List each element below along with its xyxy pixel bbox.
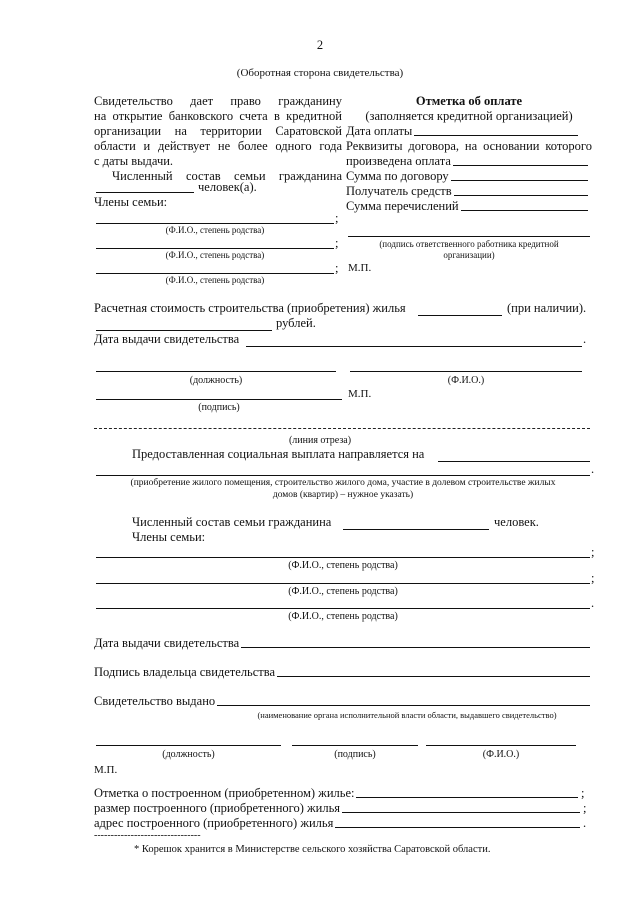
housing-address-label: адрес построенного (приобретенного) жилья: [94, 816, 334, 830]
fio-caption: (Ф.И.О.): [447, 375, 485, 386]
recipient-row: [346, 184, 590, 199]
payment-date-label: Дата оплаты: [346, 124, 413, 138]
stub-position-caption: (должность): [162, 749, 215, 760]
contract-sum-field[interactable]: [451, 180, 588, 181]
issued-by-label: Свидетельство выдано: [94, 694, 216, 708]
contract-sum-row: [346, 169, 590, 184]
stub-persons-suffix: человек.: [494, 515, 539, 529]
owner-signature-label: Подпись владельца свидетельства: [94, 665, 276, 679]
stub-members-label: Члены семьи:: [132, 530, 206, 544]
fio-field[interactable]: [350, 371, 582, 372]
payment-subtitle: (заполняется кредитной организацией): [365, 109, 573, 123]
stub-family-count-field[interactable]: [343, 529, 489, 530]
stub-member-field[interactable]: [96, 583, 590, 584]
terms-line: Свидетельство дает право гражданину: [94, 94, 342, 108]
requisites-field[interactable]: [453, 165, 588, 166]
semicolon: ;: [581, 786, 585, 800]
issue-date-label: Дата выдачи свидетельства: [94, 332, 240, 346]
stub-signature-caption: (подпись): [334, 749, 376, 760]
period: .: [591, 596, 595, 610]
payment-date-field[interactable]: [414, 135, 578, 136]
terms-line: с даты выдачи.: [94, 154, 174, 168]
bank-signature-caption: организации): [443, 250, 495, 260]
member-field[interactable]: [96, 273, 334, 274]
payment-direction-label: Предоставленная социальная выплата направляется на: [132, 447, 425, 461]
footnote: * Корешок хранится в Министерстве сельского хозяйства Саратовской области.: [134, 844, 491, 855]
terms-line: области и действует не более одного года: [94, 139, 342, 153]
fio-caption: (Ф.И.О., степень родства): [165, 250, 265, 260]
cut-line-caption: (линия отреза): [288, 435, 352, 446]
cost-rubles-field[interactable]: [96, 330, 272, 331]
payment-direction-field-2[interactable]: [96, 475, 590, 476]
stub-stamp-label: М.П.: [94, 764, 118, 776]
signature-caption: (подпись): [198, 402, 240, 413]
housing-address-field[interactable]: [335, 827, 580, 828]
housing-size-label: размер построенного (приобретенного) жилья: [94, 801, 341, 815]
issued-by-caption: (наименование органа исполнительной власти области, выдавшего свидетельство): [257, 710, 557, 720]
period: .: [583, 332, 587, 346]
housing-address-row: [94, 816, 582, 831]
contract-sum-label: Сумма по договору: [346, 169, 449, 183]
stub-fio-caption: (Ф.И.О., степень родства): [288, 611, 398, 622]
stub-issue-date-field[interactable]: [241, 647, 590, 648]
stub-issue-date-row: [94, 636, 592, 651]
stub-fio-field[interactable]: [426, 745, 576, 746]
recipient-label: Получатель средств: [346, 184, 452, 198]
page-subtitle: (Оборотная сторона свидетельства): [236, 67, 404, 79]
stub-fio-caption: (Ф.И.О., степень родства): [288, 560, 398, 571]
period: .: [591, 462, 595, 476]
stub-family-count-label: Численный состав семьи гражданина: [132, 515, 332, 529]
issued-by-row: [94, 694, 592, 709]
housing-mark-label: Отметка о построенном (приобретенном) жилье:: [94, 786, 355, 800]
page-number: 2: [316, 38, 324, 52]
semicolon: ;: [335, 261, 339, 275]
owner-signature-row: [94, 665, 592, 680]
direction-caption: (приобретение жилого помещения, строительство жилого дома, участие в долевом строительстве жилых: [130, 478, 556, 488]
semicolon: ;: [335, 236, 339, 250]
cost-suffix: (при наличии).: [507, 301, 587, 315]
housing-size-field[interactable]: [342, 812, 580, 813]
bank-signature-field[interactable]: [348, 236, 590, 237]
payment-title: Отметка об оплате: [415, 94, 523, 108]
period: .: [583, 816, 587, 830]
bank-signature-caption: (подпись ответственного работника кредитной: [379, 239, 559, 249]
requisites-row: [346, 154, 590, 169]
cost-field[interactable]: [418, 315, 502, 316]
housing-mark-field[interactable]: [356, 797, 578, 798]
owner-signature-field[interactable]: [277, 676, 590, 677]
housing-mark-row: [94, 786, 580, 801]
requisites-label: Реквизиты договора, на основании которого: [346, 139, 592, 153]
member-field[interactable]: [96, 223, 334, 224]
semicolon: ;: [335, 211, 339, 225]
semicolon: ;: [591, 571, 595, 585]
stub-member-field[interactable]: [96, 557, 590, 558]
stub-signature-field[interactable]: [292, 745, 418, 746]
fio-caption: (Ф.И.О., степень родства): [165, 275, 265, 285]
certificate-terms: [94, 94, 342, 184]
cost-label: Расчетная стоимость строительства (приобретения) жилья: [94, 301, 406, 315]
footnote-separator: --------------------------------: [94, 830, 201, 841]
direction-caption: домов (квартир) – нужное указать): [272, 490, 414, 500]
position-caption: (должность): [189, 375, 243, 386]
stamp-label: М.П.: [348, 388, 372, 400]
issue-date-field[interactable]: [246, 346, 582, 347]
housing-size-row: [94, 801, 582, 816]
signature-field[interactable]: [96, 399, 342, 400]
stamp-label: М.П.: [348, 262, 372, 274]
rubles-label: рублей.: [276, 316, 316, 330]
issued-by-field[interactable]: [217, 705, 590, 706]
terms-line: организации на территории Саратовской: [94, 124, 342, 138]
position-field[interactable]: [96, 371, 336, 372]
payment-date-row: [346, 124, 580, 139]
cut-line: [94, 428, 590, 429]
fio-caption: (Ф.И.О., степень родства): [165, 225, 265, 235]
terms-line: на открытие банковского счета в кредитной: [94, 109, 342, 123]
transfer-sum-row: [346, 199, 590, 214]
member-field[interactable]: [96, 248, 334, 249]
stub-fio-caption: (Ф.И.О., степень родства): [288, 586, 398, 597]
family-count-field[interactable]: [96, 192, 194, 193]
payment-direction-field[interactable]: [438, 461, 590, 462]
requisites-label-2: произведена оплата: [346, 154, 451, 168]
persons-suffix: человек(а).: [198, 180, 257, 194]
stub-position-field[interactable]: [96, 745, 281, 746]
stub-fio-caption-short: (Ф.И.О.): [482, 749, 520, 760]
semicolon: ;: [583, 801, 587, 815]
family-count-label: Численный состав семьи гражданина: [112, 169, 342, 183]
stub-issue-date-label: Дата выдачи свидетельства: [94, 636, 240, 650]
recipient-field[interactable]: [454, 195, 588, 196]
transfer-sum-field[interactable]: [461, 210, 588, 211]
stub-member-field[interactable]: [96, 608, 590, 609]
members-label: Члены семьи:: [94, 195, 168, 209]
semicolon: ;: [591, 545, 595, 559]
transfer-sum-label: Сумма перечислений: [346, 199, 459, 213]
